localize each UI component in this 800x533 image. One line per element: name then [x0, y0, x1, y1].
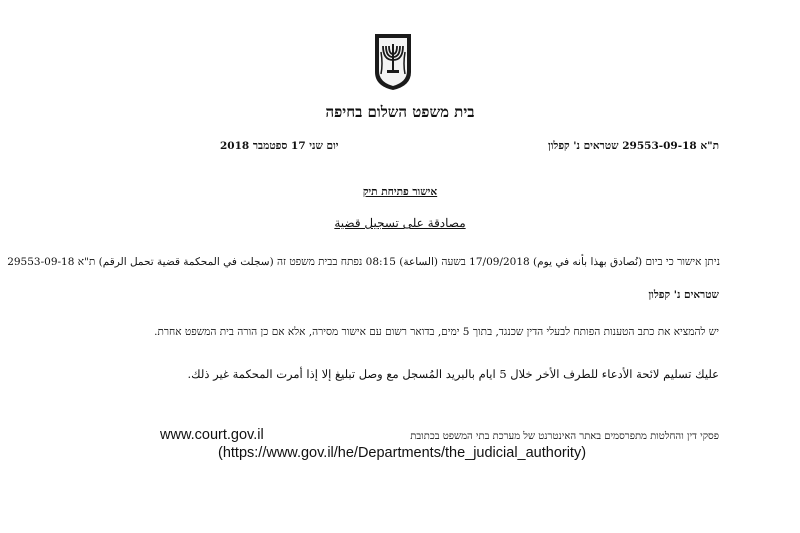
hearing-date: יום שני 17 ספטמבר 2018	[220, 140, 339, 152]
judicial-authority-link: (https://www.gov.il/he/Departments/the_judicial_authority)	[218, 445, 587, 461]
case-parties: שטראים נ' קפלון	[648, 289, 719, 301]
state-emblem-menorah-icon	[371, 30, 415, 92]
court-name: בית משפט השלום בחיפה	[325, 103, 475, 121]
service-instruction-hebrew: יש להמציא את כתב הטענות הפותח לבעלי הדין שכנגד, בתוך 5 ימים, בדואר רשום עם אישור מסירה, אלא אם כן הורה בית המשפט אחרת.	[154, 326, 719, 338]
document-title-arabic: مصادقة على تسجيل قضية	[334, 216, 466, 230]
case-opening-statement: ניתן אישור כי ביום (نُصادق بهذا بأنه في يوم) 17/09/2018 בשעה (الساعة) 08:15 נפתח בבית משפט זה (سجلت في المحكمة قضية تحمل الرقم) ת"א 29553-09-18	[7, 256, 720, 268]
court-website-link: www.court.gov.il	[160, 427, 264, 443]
case-number: ת"א 29553-09-18 שטראים נ' קפלון	[548, 140, 719, 152]
service-instruction-arabic: عليك تسليم لائحة الأدعاء للطرف الأخر خلال 5 ايام بالبريد المُسجل مع وصل تبليغ إلا إذا أمرت المحكمة غير ذلك.	[187, 367, 719, 381]
document-title-hebrew: אישור פתיחת תיק	[362, 186, 438, 198]
rulings-publication-note: פסקי דין והחלטות מתפרסמים באתר האינטרנט של מערכת בתי המשפט בכתובת	[410, 431, 719, 442]
